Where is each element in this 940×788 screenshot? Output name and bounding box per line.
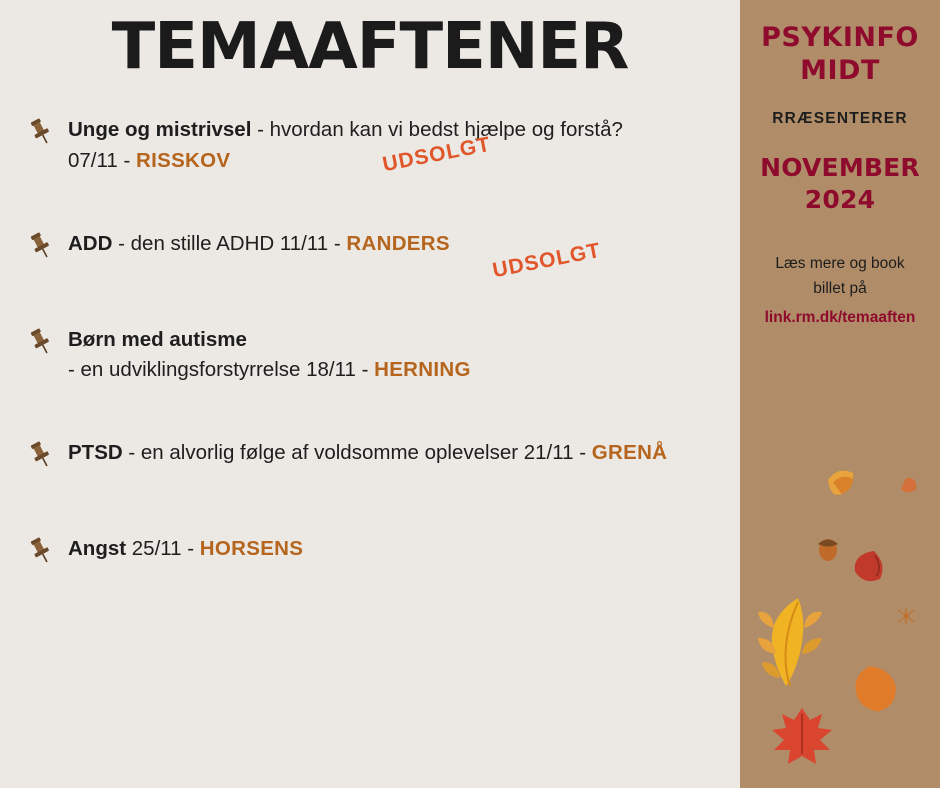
status-badge: UDSOLGT [490, 238, 603, 282]
booking-line-1: Læs mere og book [775, 254, 905, 272]
brand-name [740, 0, 940, 88]
page-title: TEMAAFTENER [111, 10, 629, 84]
sprig-icon [898, 608, 914, 624]
list-item [0, 115, 740, 177]
leaf-icon [826, 467, 859, 497]
event-text [68, 534, 668, 565]
event-text [68, 325, 668, 387]
brand-line-1: PSYKINFO [761, 22, 919, 53]
brand-line-2: MIDT [800, 54, 880, 86]
event-title: Børn med autisme [68, 327, 247, 351]
pushpin-icon [26, 440, 56, 470]
event-title: Unge og mistrivsel [68, 118, 252, 142]
event-city: RANDERS [346, 231, 450, 255]
booking-line-2: billet på [813, 280, 867, 298]
month-year [740, 152, 940, 217]
list-item [0, 325, 740, 387]
maple-leaf-icon [772, 708, 832, 764]
event-text [68, 438, 668, 469]
event-description: - en udviklingsforstyrrelse 18/11 - [68, 358, 375, 382]
month-label: NOVEMBER [760, 152, 920, 182]
event-title: PTSD [68, 441, 123, 465]
event-description: - hvordan kan vi bedst hjælpe og forstå? 07/11 - [68, 118, 623, 172]
poster-sidebar [740, 0, 940, 788]
pushpin-icon [26, 536, 56, 566]
event-title: ADD [68, 231, 113, 255]
event-city: GRENÅ [591, 441, 668, 465]
event-list [0, 81, 740, 578]
booking-link[interactable]: link.rm.dk/temaaften [764, 309, 916, 326]
leaf-icon [900, 476, 919, 496]
acorn-icon [818, 539, 838, 561]
event-city: HERNING [374, 358, 471, 382]
pushpin-icon [26, 231, 56, 261]
list-item [0, 229, 740, 282]
pushpin-icon [26, 117, 56, 147]
event-description: 25/11 - [126, 537, 200, 561]
event-city: HORSENS [199, 537, 304, 561]
leaf-icon [852, 548, 886, 584]
pushpin-icon [26, 327, 56, 357]
year-label: 2024 [804, 185, 876, 215]
leaf-icon [758, 598, 822, 686]
event-description: - en alvorlig følge af voldsomme oplevelser 21/11 - [122, 441, 592, 465]
event-title: Angst [68, 537, 127, 561]
status-badge: UDSOLGT [380, 132, 493, 177]
event-city: RISSKOV [136, 148, 231, 172]
list-item [0, 438, 740, 482]
list-item [0, 534, 740, 578]
event-description: - den stille ADHD 11/11 - [112, 231, 347, 255]
leaf-icon [852, 662, 900, 714]
presents-label: RRÆSENTERER [772, 109, 908, 127]
booking-info [740, 251, 940, 331]
event-text [68, 115, 668, 177]
autumn-leaves-decoration [740, 458, 940, 788]
